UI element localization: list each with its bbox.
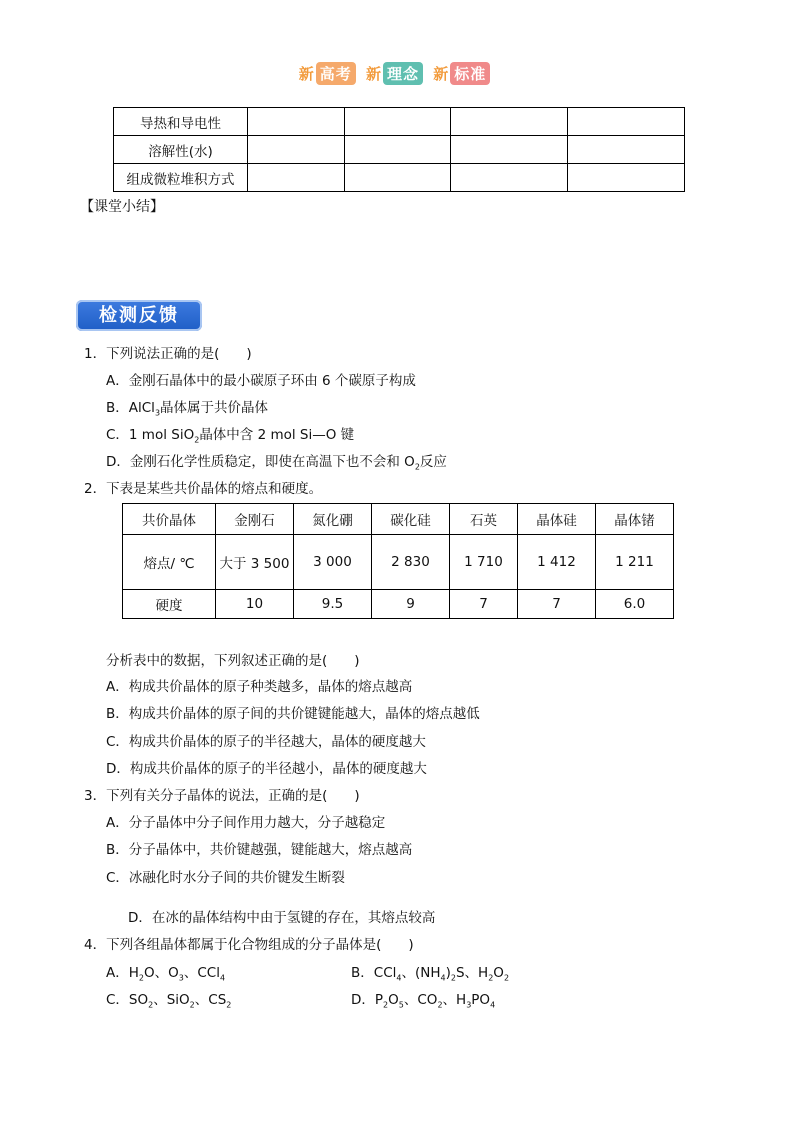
table-cell: 导热和导电性: [114, 108, 248, 136]
table-cell: 2 830: [372, 535, 450, 590]
question-stem: 2．下表是某些共价晶体的熔点和硬度。: [84, 481, 323, 497]
table-cell: 硬度: [123, 590, 216, 619]
header-char: 新: [433, 65, 450, 83]
table-cell: 1 211: [596, 535, 674, 590]
header-pill-gaokao: 高考: [316, 62, 356, 85]
table-cell: 1 710: [450, 535, 518, 590]
table-cell: [345, 136, 451, 164]
table-cell: 10: [216, 590, 294, 619]
option: A．$H_2O$、$O_3$、CCl$_4$: [106, 965, 226, 983]
table-cell: [345, 164, 451, 192]
table-cell: 大于 3 500: [216, 535, 294, 590]
question-stem: 1．下列说法正确的是( ): [84, 346, 252, 362]
table-cell: 7: [518, 590, 596, 619]
table-cell: [451, 108, 568, 136]
table-header: 氮化硼: [294, 504, 372, 535]
table-cell: [568, 164, 685, 192]
table-row: [123, 535, 674, 590]
table-cell: [248, 136, 345, 164]
header-logo: [0, 62, 793, 85]
option: A．构成共价晶体的原子种类越多，晶体的熔点越高: [106, 679, 413, 695]
table-cell: [345, 108, 451, 136]
table-row: [114, 164, 685, 192]
table-cell: 溶解性(水): [114, 136, 248, 164]
table-cell: [248, 164, 345, 192]
option: B．构成共价晶体的原子间的共价键键能越大，晶体的熔点越低: [106, 706, 480, 722]
header-char: 新: [298, 65, 315, 83]
option: C．构成共价晶体的原子的半径越大，晶体的硬度越大: [106, 734, 426, 750]
table-header: 金刚石: [216, 504, 294, 535]
table-header: 石英: [450, 504, 518, 535]
table-row: [114, 136, 685, 164]
option: A．金刚石晶体中的最小碳原子环由 6 个碳原子构成: [106, 373, 416, 389]
table-header: 共价晶体: [123, 504, 216, 535]
option: C．冰融化时水分子间的共价键发生断裂: [106, 870, 345, 886]
table-cell: [248, 108, 345, 136]
table-header: 碳化硅: [372, 504, 450, 535]
table-cell: [568, 108, 685, 136]
option: B．CCl$_4$、$(NH_4)_2S$、$H_2O_2$: [351, 965, 510, 983]
table-row: [123, 504, 674, 535]
table-cell: [451, 136, 568, 164]
section-badge: 检测反馈: [76, 300, 202, 331]
option: D．在冰的晶体结构中由于氢键的存在，其熔点较高: [128, 910, 436, 926]
table-cell: 熔点/ ℃: [123, 535, 216, 590]
header-char: 新: [365, 65, 382, 83]
question-stem: 3．下列有关分子晶体的说法，正确的是( ): [84, 788, 360, 804]
option: D．$P_2O_5$、$CO_2$、$H_3PO_4$: [351, 992, 496, 1010]
option: D．金刚石化学性质稳定，即使在高温下也不会和 $O_2$反应: [106, 454, 447, 472]
option: C．$SO_2$、SiO$_2$、$CS_2$: [106, 992, 232, 1010]
table-cell: 1 412: [518, 535, 596, 590]
hardness-table: [122, 503, 674, 619]
option: B．AlCl$_3$晶体属于共价晶体: [106, 400, 269, 418]
table-header: 晶体锗: [596, 504, 674, 535]
table-header: 晶体硅: [518, 504, 596, 535]
option: C．1 mol SiO$_2$晶体中含 2 mol Si—O 键: [106, 427, 355, 445]
question-prompt: 分析表中的数据，下列叙述正确的是( ): [106, 653, 360, 669]
table-row: [123, 590, 674, 619]
table-row: [114, 108, 685, 136]
table-cell: [568, 136, 685, 164]
header-pill-linian: 理念: [383, 62, 423, 85]
table-cell: 6.0: [596, 590, 674, 619]
option: D．构成共价晶体的原子的半径越小，晶体的硬度越大: [106, 761, 427, 777]
header-pill-biaozhun: 标准: [450, 62, 490, 85]
summary-title: 【课堂小结】: [80, 199, 164, 215]
option: A．分子晶体中分子间作用力越大，分子越稳定: [106, 815, 386, 831]
question-stem: 4．下列各组晶体都属于化合物组成的分子晶体是( ): [84, 937, 414, 953]
table-cell: 3 000: [294, 535, 372, 590]
table-cell: 7: [450, 590, 518, 619]
property-table: [113, 107, 685, 192]
table-cell: [451, 164, 568, 192]
table-cell: 9: [372, 590, 450, 619]
option: B．分子晶体中，共价键越强，键能越大，熔点越高: [106, 842, 413, 858]
table-cell: 组成微粒堆积方式: [114, 164, 248, 192]
table-cell: 9.5: [294, 590, 372, 619]
